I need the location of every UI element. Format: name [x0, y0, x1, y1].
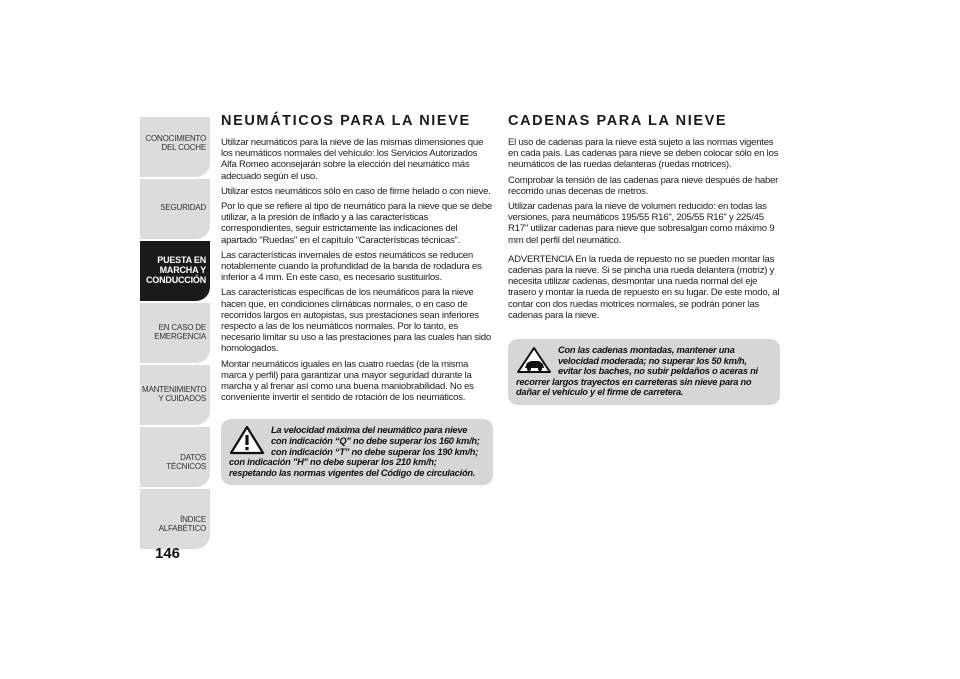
tab-mantenimiento[interactable]	[140, 365, 210, 425]
advertencia-paragraph: ADVERTENCIA En la rueda de repuesto no se pueden montar las cadenas para la nieve. Si se pincha una rueda delantera (motriz) y necesita utilizar cadenas, desmontar una rueda normal del eje trasero y montar la rueda de repuesto en su lugar. De este modo, al contar con dos ruedas motrices normales, se podrán poner las cadenas para la nieve.	[508, 253, 780, 321]
chains-warning-box	[508, 339, 780, 405]
paragraph: El uso de cadenas para la nieve está sujeto a las normas vigentes en cada país. Las cadenas para nieve se deben colocar sólo en los neumáticos de las ruedas delanteras (ruedas motrices).	[508, 137, 779, 171]
snow-tyres-section	[221, 113, 493, 485]
section-heading: CADENAS PARA LA NIEVE	[508, 113, 728, 129]
tab-indice-alfabetico[interactable]	[140, 489, 210, 549]
warning-triangle-icon	[229, 425, 265, 455]
tab-label: PUESTA EN MARCHA Y CONDUCCIÓN	[146, 255, 206, 285]
warning-car-icon	[516, 345, 552, 375]
tab-label: DATOS TÉCNICOS	[166, 453, 206, 471]
tab-label: MANTENIMIENTO Y CUIDADOS	[142, 385, 207, 403]
paragraph: Utilizar neumáticos para la nieve de las mismas dimensiones que los neumáticos normales del vehículo: los Servicios Autorizados Alfa Romeo aconsejarán sobre la elección del neumático más adecuado según el uso.	[221, 137, 484, 182]
warning-text: La velocidad máxima del neumático para nieve con indicación “Q” no debe superar los 160 km/h; con indicación “T” no debe superar los 190 km/h; con indicación "H" no debe superar los 210 km/h; respetando las normas vigentes del Código de circulación.	[229, 425, 480, 478]
paragraph: Utilizar cadenas para la nieve de volumen reducido: en todas las versiones, para neumáticos 195/55 R16", 205/55 R16" y 225/45 R17" utilizar cadenas para nieve que sobresalgan como máximo 9 mm del perfil del neumático.	[508, 201, 775, 246]
tab-label: EN CASO DE EMERGENCIA	[154, 323, 206, 341]
tab-label: ÍNDICE ALFABÉTICO	[158, 515, 206, 533]
paragraph: Las características invernales de estos neumáticos se reducen notablemente cuando la profundidad de la banda de rodadura es inferior a 4 mm. En este caso, es necesario sustituirlos.	[221, 249, 482, 284]
page-number: 146	[155, 545, 181, 562]
tab-label: CONOCIMIENTO DEL COCHE	[145, 134, 206, 152]
tab-conocimiento-del-coche[interactable]	[140, 117, 210, 177]
paragraph: Por lo que se refiere al tipo de neumático para la nieve que se debe utilizar, a la presión de inflado y a las características correspondientes, seguir estrictamente las indicaciones del apartado "Ruedas" en el capítulo "Características técnicas".	[221, 201, 492, 246]
paragraph: Comprobar la tensión de las cadenas para nieve después de haber recorrido unas decenas de metros.	[508, 174, 779, 197]
paragraph: Las características específicas de los neumáticos para la nieve hacen que, en condiciones climáticas normales, o en caso de recorridos largos en autopistas, sus prestaciones sean inferiores respecto a las de los neumáticos normales. Por lo tanto, es necesario limitar su uso a las prestaciones para las cuales han sido homologados.	[221, 287, 491, 355]
paragraph: Montar neumáticos iguales en las cuatro ruedas (de la misma marca y perfil) para garantizar una mayor seguridad durante la marcha y al frenar así como una buena maniobrabilidad. No es conveniente invertir el sentido de rotación de los neumáticos.	[221, 358, 474, 404]
paragraph: Utilizar estos neumáticos sólo en caso de firme helado o con nieve.	[221, 185, 491, 197]
tab-label: SEGURIDAD	[160, 203, 206, 212]
chapter-sidebar	[140, 117, 210, 551]
tab-datos-tecnicos[interactable]	[140, 427, 210, 487]
tab-seguridad[interactable]	[140, 179, 210, 239]
tab-puesta-en-marcha[interactable]	[140, 241, 210, 301]
section-heading: NEUMÁTICOS PARA LA NIEVE	[221, 113, 471, 129]
tab-en-caso-de-emergencia[interactable]	[140, 303, 210, 363]
speed-warning-box	[221, 419, 493, 485]
warning-text: Con las cadenas montadas, mantener una velocidad moderada; no superar los 50 km/h, evitar los baches, no subir peldaños o aceras ni recorrer largos trayectos en carreteras sin nieve para no dañar el vehículo y el firme de carretera.	[516, 345, 758, 398]
snow-chains-section	[508, 113, 780, 405]
